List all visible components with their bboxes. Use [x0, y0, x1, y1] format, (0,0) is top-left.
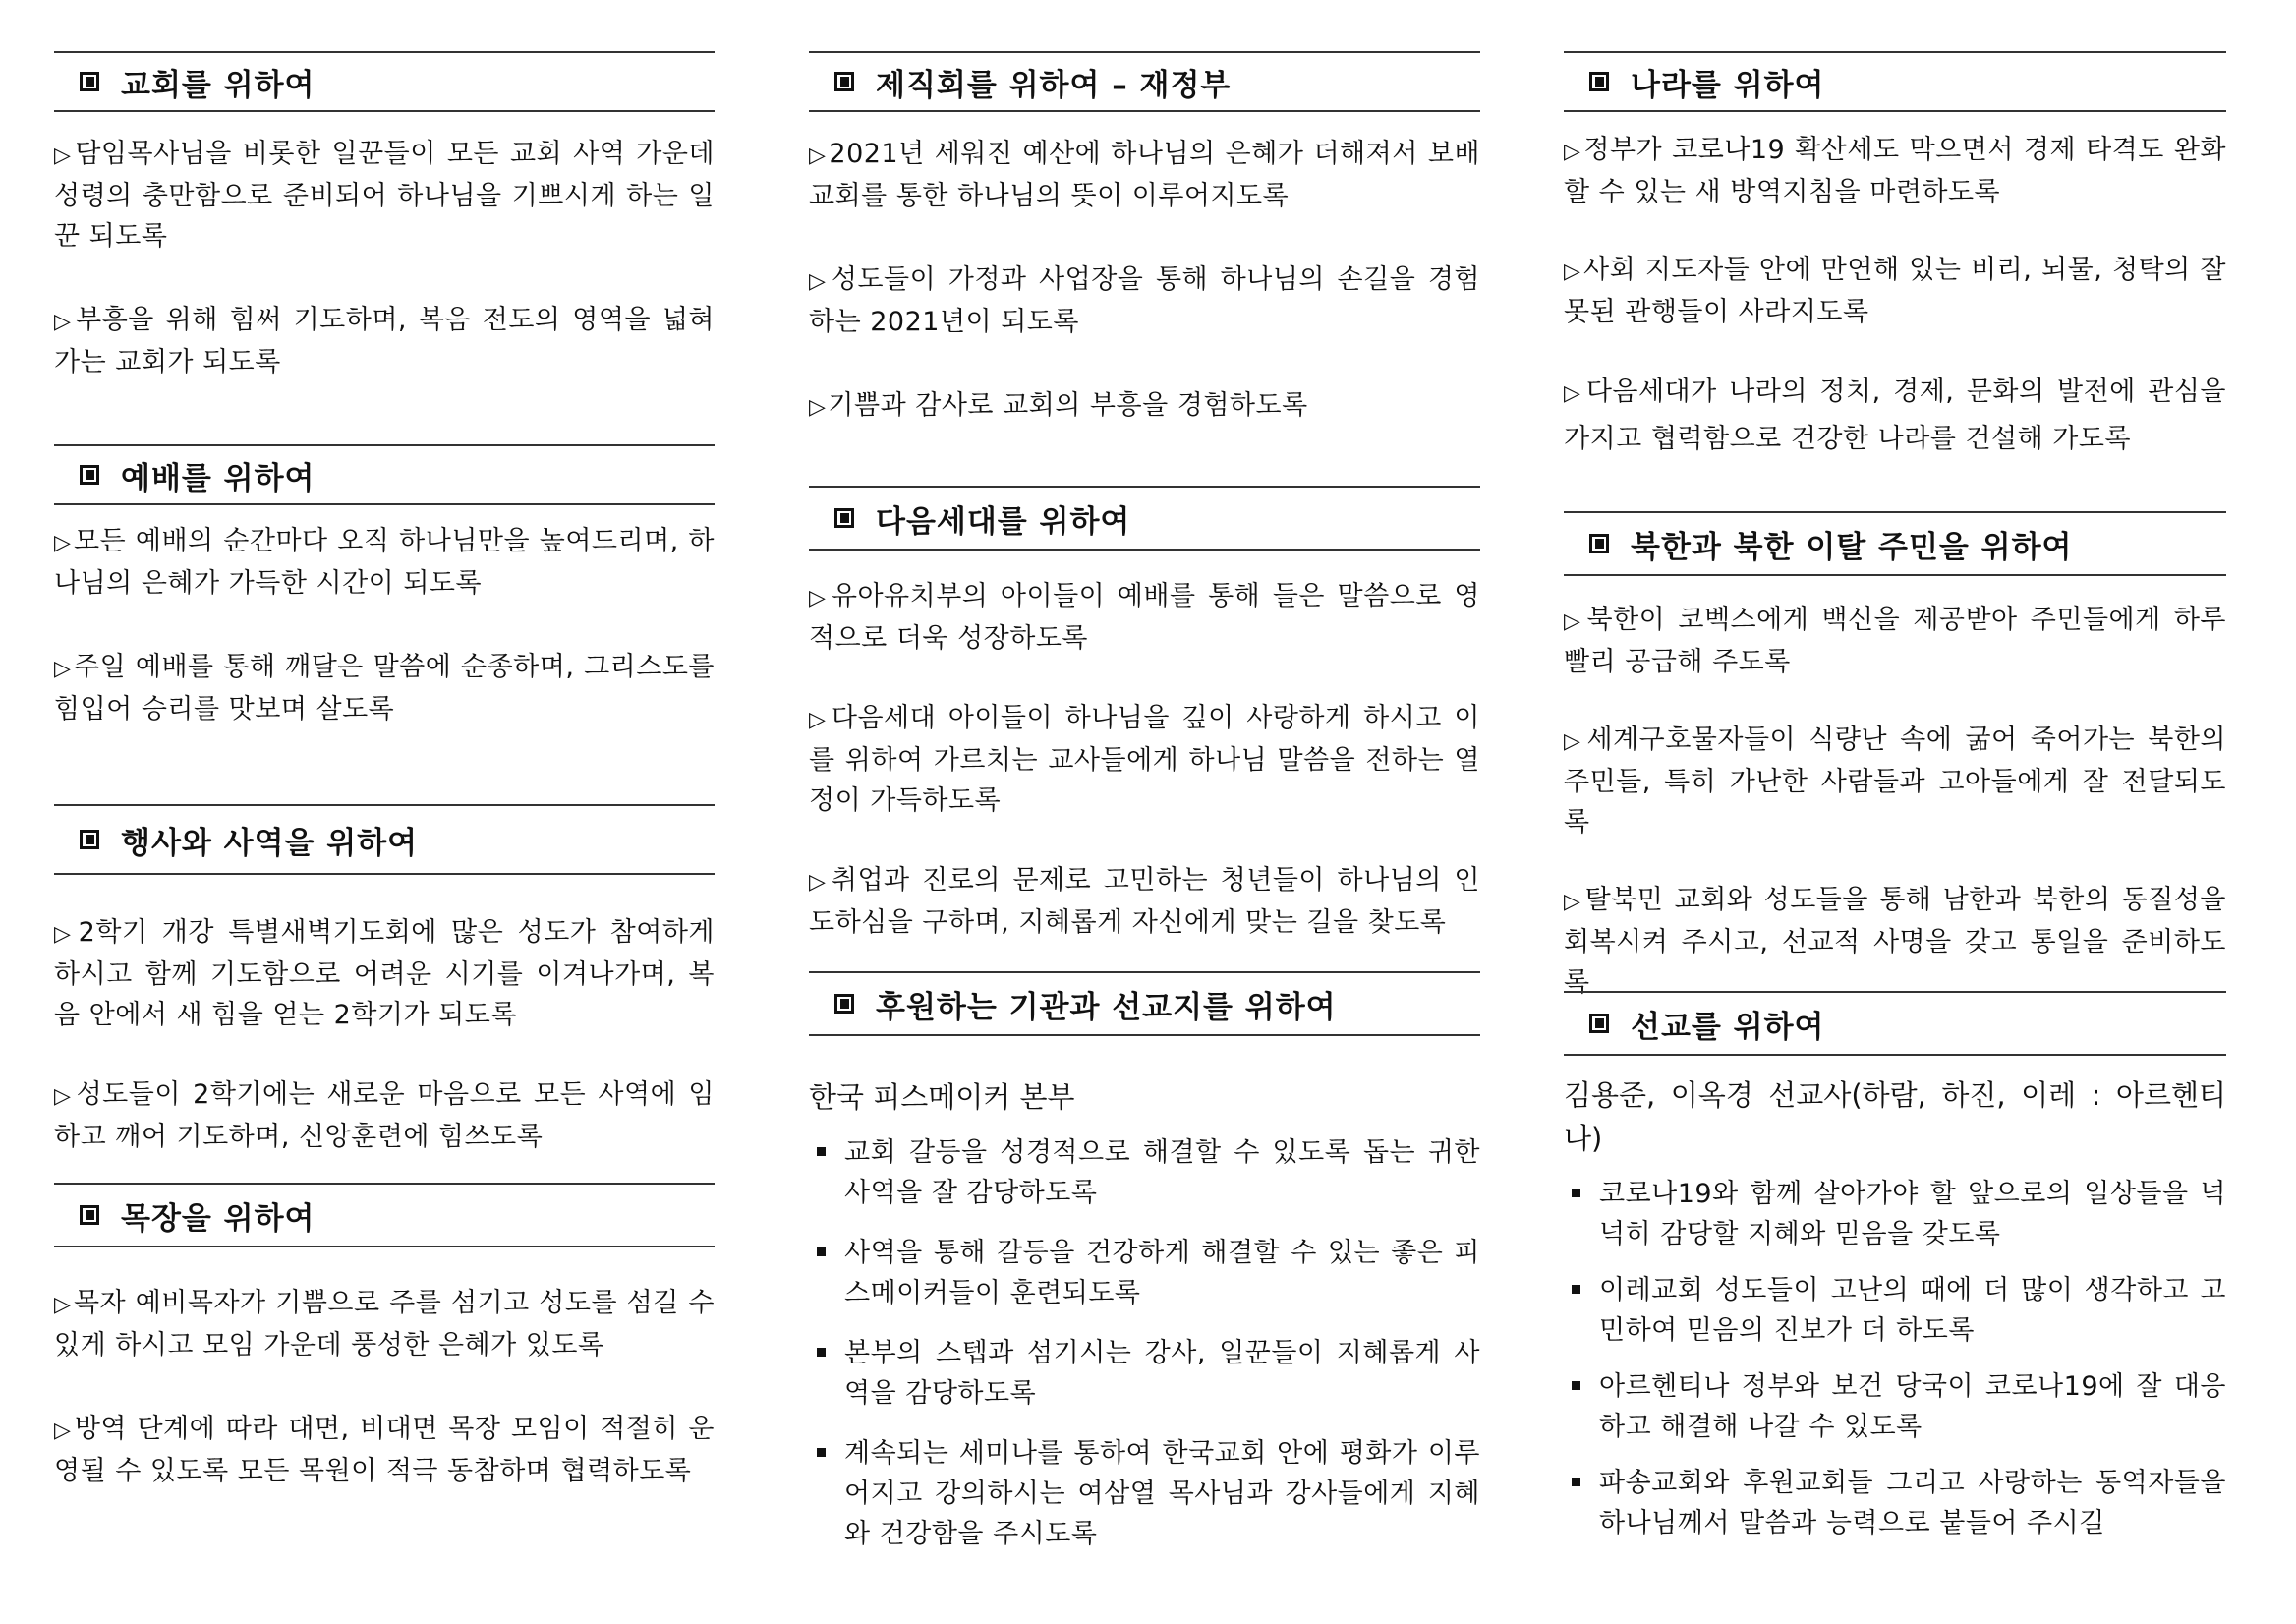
prayer-item: ▷2021년 세워진 예산에 하나님의 은혜가 더해져서 보배교회를 통한 하나님의 뜻이 이루어지도록 — [809, 139, 1480, 211]
square-bullet-icon — [817, 1147, 826, 1156]
bullet-item: 사역을 통해 갈등을 건강하게 해결할 수 있는 좋은 피스메이커들이 훈련되도록 — [809, 1233, 1480, 1313]
prayer-item: ▷다음세대가 나라의 정치, 경제, 문화의 발전에 관심을 가지고 협력함으로 건강한 나라를 건설해 가도록 — [1564, 377, 2226, 454]
prayer-item: ▷부흥을 위해 힘써 기도하며, 복음 전도의 영역을 넓혀 가는 교회가 되도록 — [54, 305, 715, 377]
section-title: 나라를 위하여 — [1631, 67, 1825, 103]
bullet-item: 파송교회와 후원교회들 그리고 사랑하는 동역자들을 하나님께서 말씀과 능력으로 붙들어 주시길 — [1564, 1463, 2226, 1543]
triangle-marker-icon: ▷ — [54, 310, 75, 334]
triangle-marker-icon: ▷ — [809, 708, 830, 732]
square-bullet-icon — [1572, 1285, 1580, 1294]
section-header — [1564, 991, 2226, 1056]
section-title: 예배를 위하여 — [121, 460, 316, 496]
section-worship — [54, 444, 715, 729]
prayer-item: ▷사회 지도자들 안에 만연해 있는 비리, 뇌물, 청탁의 잘못된 관행들이 사라지도록 — [1564, 255, 2227, 327]
section-title: 북한과 북한 이탈 주민을 위하여 — [1631, 529, 2073, 565]
square-bullet-icon — [817, 1348, 826, 1357]
section-title: 제직회를 위하여 – 재정부 — [876, 67, 1232, 103]
prayer-item: ▷유아유치부의 아이들이 예배를 통해 들은 말씀으로 영적으로 더욱 성장하도록 — [809, 581, 1480, 654]
square-bullet-icon — [1572, 1381, 1580, 1390]
section-header — [809, 971, 1480, 1036]
triangle-marker-icon: ▷ — [1564, 609, 1585, 634]
prayer-item: ▷담임목사님을 비롯한 일꾼들이 모든 교회 사역 가운데 성령의 충만함으로 준비되어 하나님을 기쁘시게 하는 일꾼 되도록 — [54, 139, 715, 252]
triangle-marker-icon: ▷ — [1564, 729, 1585, 754]
section-title: 후원하는 기관과 선교지를 위하여 — [876, 989, 1337, 1025]
square-marker-icon — [80, 1205, 99, 1225]
organization-name: 한국 피스메이커 본부 — [809, 1080, 1075, 1114]
triangle-marker-icon: ▷ — [54, 922, 77, 947]
section-next-generation — [809, 486, 1480, 943]
section-header — [54, 804, 715, 875]
triangle-marker-icon: ▷ — [54, 1084, 75, 1109]
prayer-item: ▷목자 예비목자가 기쁨으로 주를 섬기고 성도를 섬길 수 있게 하시고 모임 가운데 풍성한 은혜가 있도록 — [54, 1288, 715, 1361]
prayer-item: ▷주일 예배를 통해 깨달은 말씀에 순종하며, 그리스도를 힘입어 승리를 맛보며 살도록 — [54, 652, 716, 725]
missionary-name: 김용준, 이옥경 선교사(하람, 하진, 이레 : 아르헨티나) — [1564, 1078, 2226, 1155]
section-header — [54, 444, 715, 505]
section-header — [1564, 51, 2226, 112]
prayer-item: ▷탈북민 교회와 성도들을 통해 남한과 북한의 동질성을 회복시켜 주시고, 선교적 사명을 갖고 통일을 준비하도록 — [1564, 885, 2226, 998]
section-title: 행사와 사역을 위하여 — [121, 825, 419, 861]
bullet-item: 아르헨티나 정부와 보건 당국이 코로나19에 잘 대응하고 해결해 나갈 수 있도록 — [1564, 1366, 2226, 1447]
prayer-item: ▷성도들이 2학기에는 새로운 마음으로 모든 사역에 임하고 깨어 기도하며, 신앙훈련에 힘쓰도록 — [54, 1079, 715, 1152]
section-header — [809, 486, 1480, 551]
square-marker-icon — [80, 465, 99, 485]
square-marker-icon — [1589, 534, 1609, 553]
triangle-marker-icon: ▷ — [54, 1419, 73, 1443]
section-title: 교회를 위하여 — [121, 67, 316, 103]
section-supported-missions — [809, 971, 1480, 1554]
section-header — [1564, 511, 2226, 576]
bullet-item: 교회 갈등을 성경적으로 해결할 수 있도록 돕는 귀한 사역을 잘 감당하도록 — [809, 1132, 1480, 1213]
section-nation — [1564, 51, 2226, 462]
square-marker-icon — [80, 72, 99, 91]
triangle-marker-icon: ▷ — [54, 1293, 72, 1317]
square-marker-icon — [834, 72, 854, 91]
prayer-item: ▷모든 예배의 순간마다 오직 하나님만을 높여드리며, 하나님의 은혜가 가득한 시간이 되도록 — [54, 526, 716, 599]
square-marker-icon — [80, 830, 99, 849]
prayer-item: ▷성도들이 가정과 사업장을 통해 하나님의 손길을 경험하는 2021년이 되도록 — [809, 264, 1480, 337]
bullet-item: 이레교회 성도들이 고난의 때에 더 많이 생각하고 고민하여 믿음의 진보가 더 하도록 — [1564, 1270, 2226, 1351]
section-church — [54, 51, 715, 382]
section-events-ministry — [54, 804, 715, 1157]
square-bullet-icon — [1572, 1189, 1580, 1197]
section-header — [54, 1183, 715, 1247]
square-marker-icon — [1589, 72, 1609, 91]
prayer-item: ▷2학기 개강 특별새벽기도회에 많은 성도가 참여하게 하시고 함께 기도함으로 어려운 시기를 이겨나가며, 복음 안에서 새 힘을 얻는 2학기가 되도록 — [54, 917, 716, 1030]
section-cell-group — [54, 1183, 715, 1491]
square-marker-icon — [1589, 1014, 1609, 1033]
triangle-marker-icon: ▷ — [809, 144, 828, 168]
section-title: 목장을 위하여 — [121, 1200, 316, 1237]
section-missions — [1564, 991, 2226, 1543]
bullet-item: 코로나19와 함께 살아가야 할 앞으로의 일상들을 넉넉히 감당할 지혜와 믿음을 갖도록 — [1564, 1174, 2226, 1254]
square-bullet-icon — [1572, 1478, 1580, 1486]
section-header — [54, 51, 715, 112]
triangle-marker-icon: ▷ — [809, 586, 830, 610]
prayer-item: ▷세계구호물자들이 식량난 속에 굶어 죽어가는 북한의 주민들, 특히 가난한 사람들과 고아들에게 잘 전달되도록 — [1564, 725, 2226, 838]
prayer-item: ▷북한이 코벡스에게 백신을 제공받아 주민들에게 하루빨리 공급해 주도록 — [1564, 605, 2226, 677]
section-header — [809, 51, 1480, 112]
prayer-item: ▷취업과 진로의 문제로 고민하는 청년들이 하나님의 인도하심을 구하며, 지혜롭게 자신에게 맞는 길을 찾도록 — [809, 865, 1480, 938]
triangle-marker-icon: ▷ — [809, 395, 827, 420]
triangle-marker-icon: ▷ — [809, 870, 830, 895]
section-north-korea — [1564, 511, 2226, 1003]
square-bullet-icon — [817, 1247, 826, 1256]
bullet-item: 계속되는 세미나를 통하여 한국교회 안에 평화가 이루어지고 강의하시는 여삼열 목사님과 강사들에게 지혜와 건강함을 주시도록 — [809, 1433, 1480, 1554]
triangle-marker-icon: ▷ — [1564, 140, 1582, 164]
triangle-marker-icon: ▷ — [54, 657, 73, 681]
triangle-marker-icon: ▷ — [54, 531, 73, 555]
prayer-item: ▷다음세대 아이들이 하나님을 깊이 사랑하게 하시고 이를 위하여 가르치는 교사들에게 하나님 말씀을 전하는 열정이 가득하도록 — [809, 703, 1480, 816]
triangle-marker-icon: ▷ — [1564, 381, 1584, 406]
square-bullet-icon — [817, 1448, 826, 1457]
prayer-item: ▷정부가 코로나19 확산세도 막으면서 경제 타격도 완화할 수 있는 새 방역지침을 마련하도록 — [1564, 135, 2227, 207]
triangle-marker-icon: ▷ — [1564, 890, 1583, 914]
square-marker-icon — [834, 994, 854, 1014]
triangle-marker-icon: ▷ — [1564, 260, 1582, 284]
bullet-item: 본부의 스텝과 섬기시는 강사, 일꾼들이 지혜롭게 사역을 감당하도록 — [809, 1333, 1480, 1414]
prayer-item: ▷방역 단계에 따라 대면, 비대면 목장 모임이 적절히 운영될 수 있도록 모든 목원이 적극 동참하며 협력하도록 — [54, 1414, 716, 1486]
triangle-marker-icon: ▷ — [54, 144, 74, 168]
section-deacons-finance — [809, 51, 1480, 428]
square-marker-icon — [834, 508, 854, 528]
section-title: 다음세대를 위하여 — [876, 503, 1131, 540]
triangle-marker-icon: ▷ — [809, 269, 830, 294]
prayer-item: ▷기쁨과 감사로 교회의 부흥을 경험하도록 — [809, 390, 1308, 421]
section-title: 선교를 위하여 — [1631, 1009, 1825, 1045]
